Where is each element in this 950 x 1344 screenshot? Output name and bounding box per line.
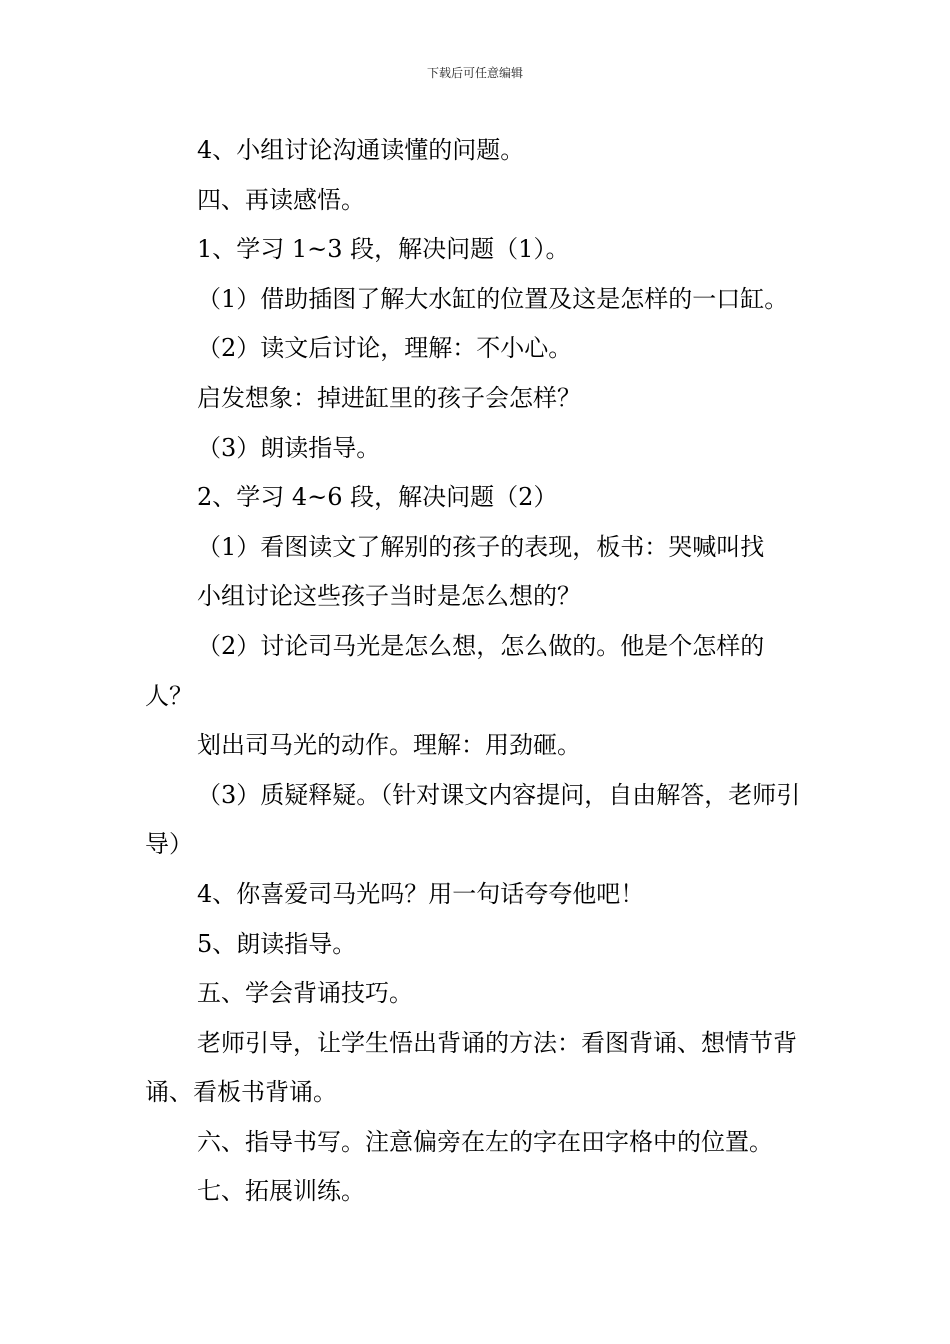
page-header: 下载后可任意编辑 [426,66,523,80]
paragraph-sub-3-reading-guide: （3）朗读指导。 [197,433,381,462]
paragraph-step-5-reading-guide: 5、朗读指导。 [197,929,357,958]
paragraph-sub-2-careless: （2）读文后讨论，理解：不小心。 [197,334,573,363]
paragraph-section-7-extension: 七、拓展训练。 [197,1177,365,1206]
paragraph-sub-1-illustration: （1）借助插图了解大水缸的位置及这是怎样的一口缸。 [197,284,789,313]
paragraph-section-6-writing: 六、指导书写。注意偏旁在左的字在田字格中的位置。 [197,1127,773,1156]
paragraph-section-5-heading: 五、学会背诵技巧。 [197,979,413,1008]
paragraph-section-4-heading: 四、再读感悟。 [197,185,365,214]
paragraph-group-discussion-thoughts: 小组讨论这些孩子当时是怎么想的？ [197,582,581,611]
paragraph-study-paragraphs-1-3: 1、学习 1~3 段，解决问题（1）。 [197,235,570,264]
paragraph-mark-actions: 划出司马光的动作。理解：用劲砸。 [197,731,581,760]
paragraph-step-4-praise: 4、你喜爱司马光吗？用一句话夸夸他吧！ [197,879,645,908]
paragraph-sub-3-questions: （3）质疑释疑。（针对课文内容提问，自由解答，老师引导） [145,780,801,859]
paragraph-step-4-group-discussion: 4、小组讨论沟通读懂的问题。 [197,136,525,164]
paragraph-study-paragraphs-4-6: 2、学习 4~6 段，解决问题（2） [197,483,558,512]
paragraph-sub-2-sima-guang: （2）讨论司马光是怎么想，怎么做的。他是个怎样的人？ [145,631,765,710]
paragraph-recitation-methods: 老师引导，让学生悟出背诵的方法：看图背诵、想情节背诵、看板书背诵。 [145,1028,797,1107]
paragraph-imagination-prompt: 启发想象：掉进缸里的孩子会怎样？ [197,383,581,412]
paragraph-sub-1-other-children: （1）看图读文了解别的孩子的表现，板书：哭喊叫找 [197,532,765,561]
document-body [145,126,810,1217]
